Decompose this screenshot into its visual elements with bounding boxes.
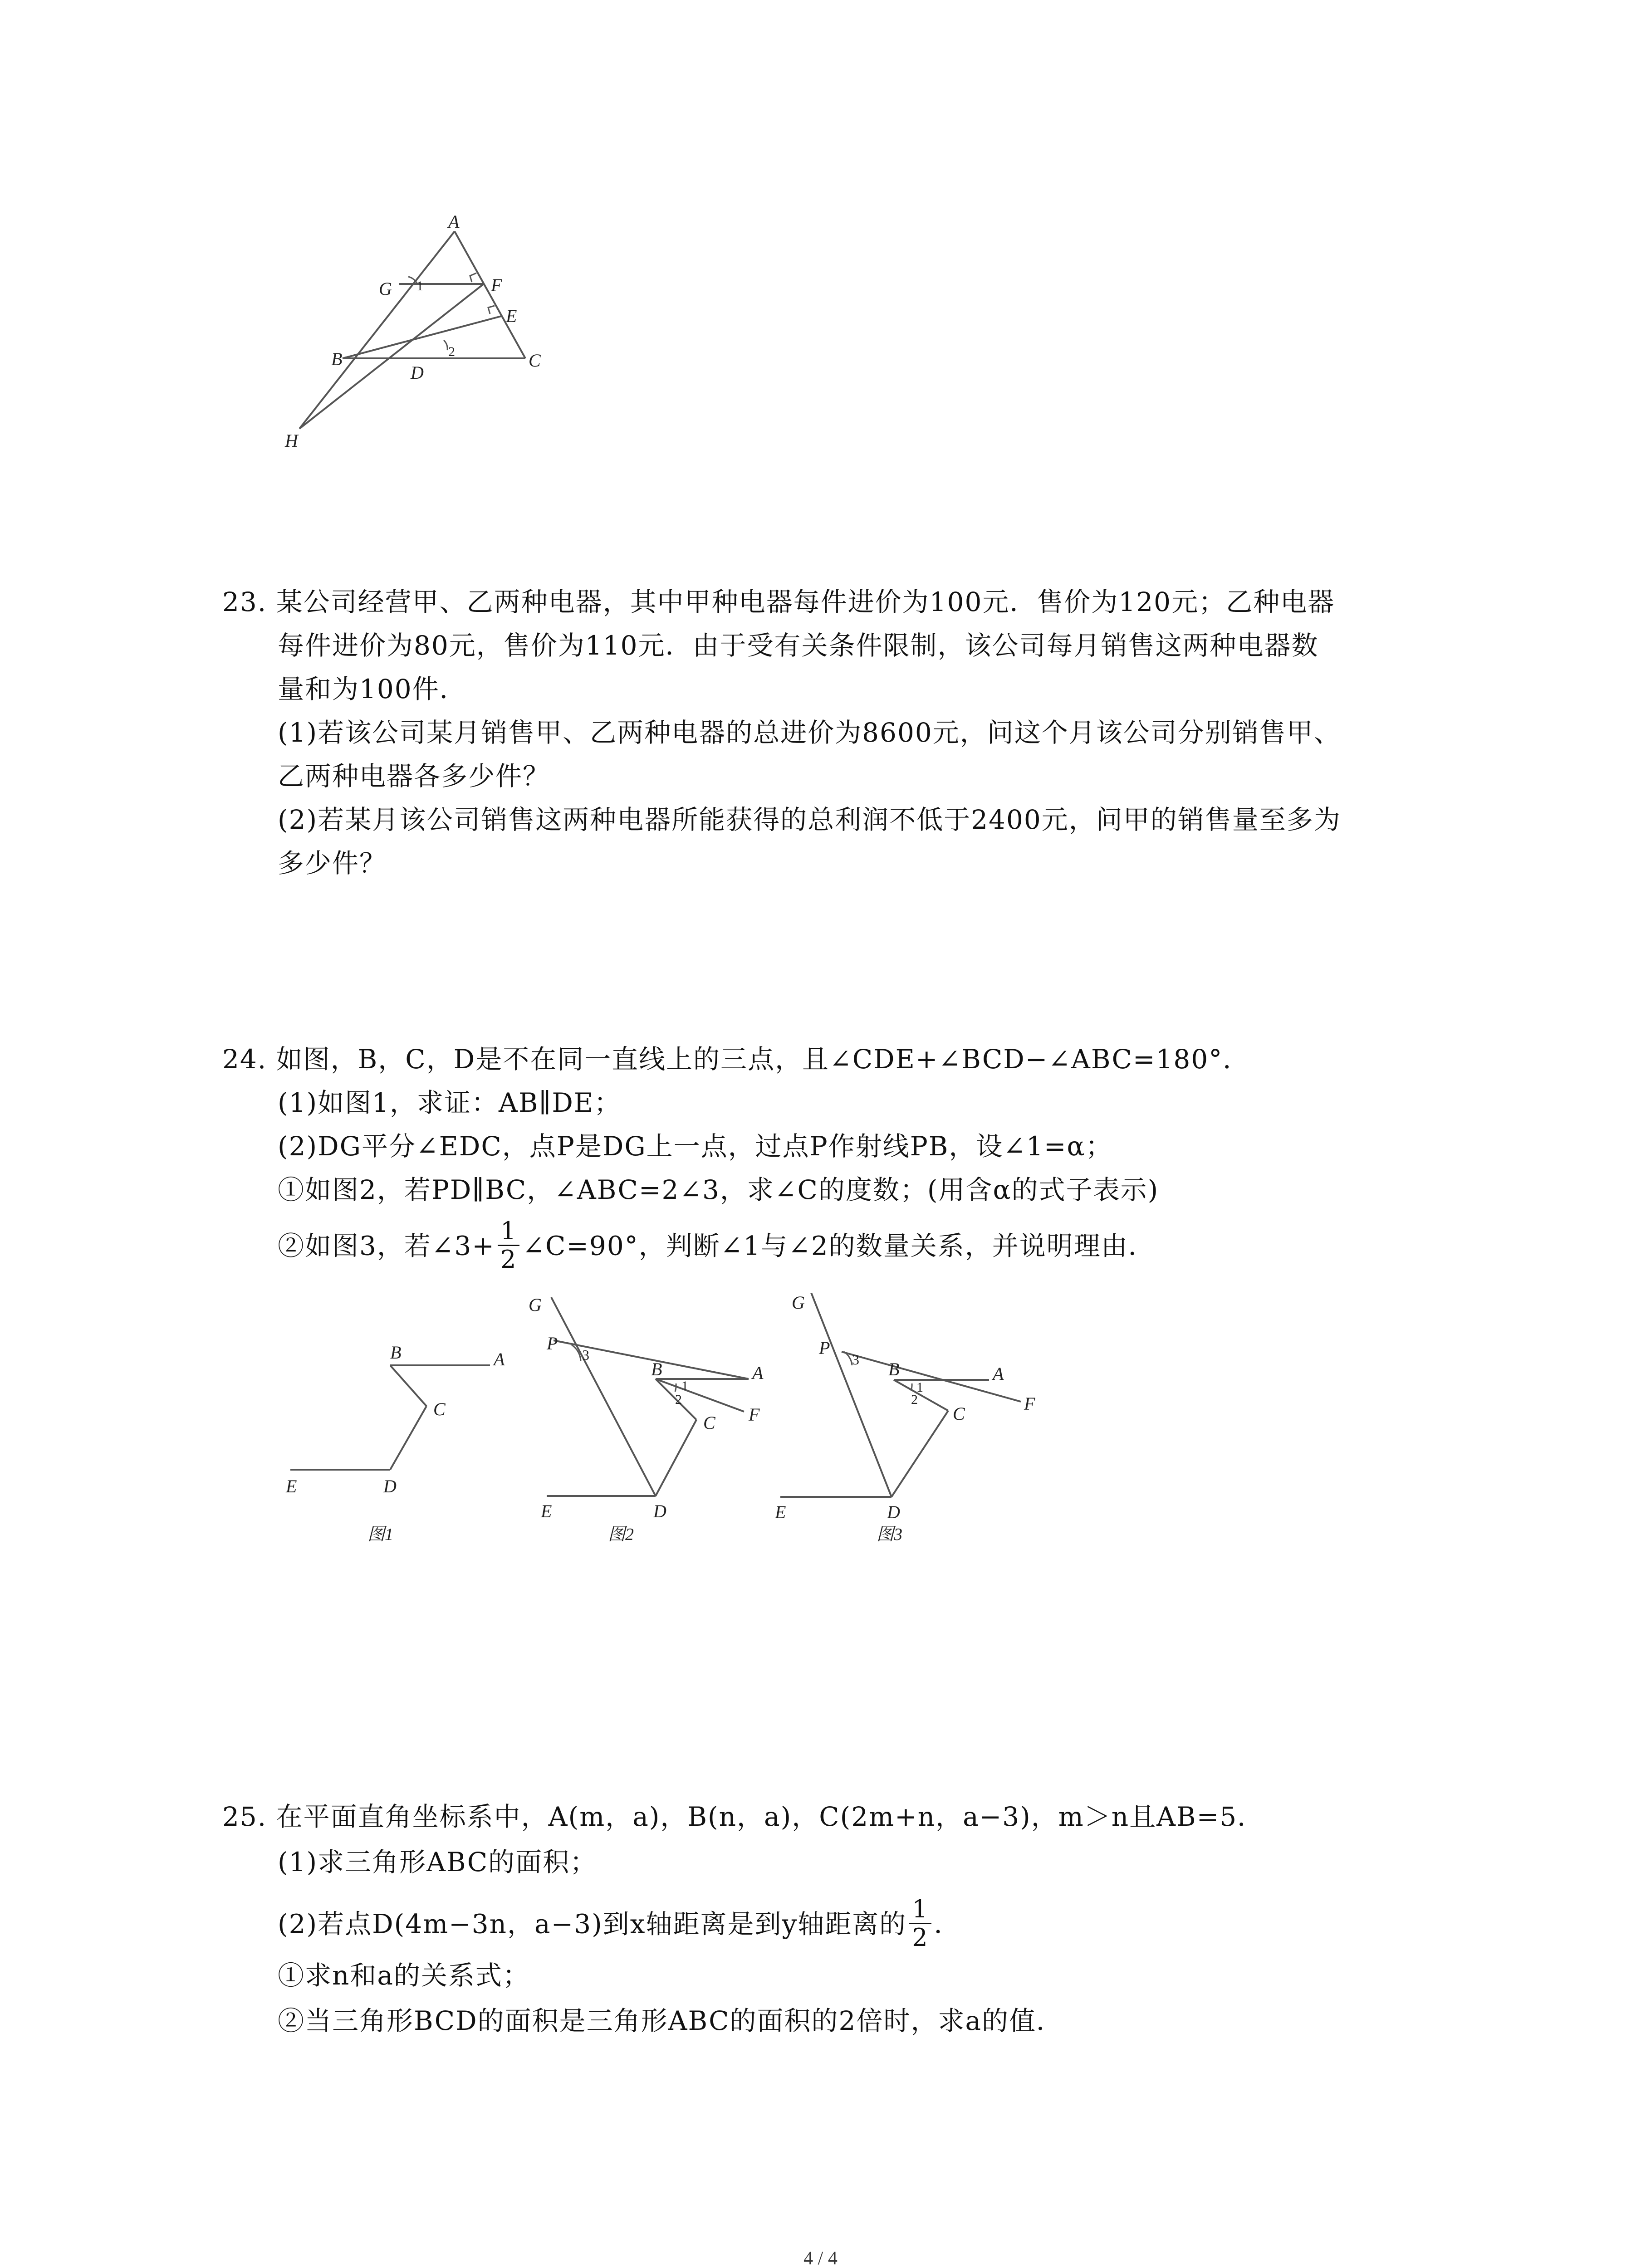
q24-line-1: 24. 如图，B，C，D是不在同一直线上的三点，且∠CDE+∠BCD−∠ABC=180°． <box>222 1044 1250 1075</box>
q22-label-a: A <box>448 211 460 232</box>
q22-figure <box>254 209 572 463</box>
q22-label-c: C <box>529 350 541 371</box>
fig3-label-f: F <box>1024 1393 1035 1414</box>
q24-part-2-2-b: ∠C=90°，判断∠1与∠2的数量关系，并说明理由． <box>522 1230 1156 1261</box>
fig3-label-p: P <box>819 1338 830 1358</box>
q22-label-d: D <box>411 362 424 383</box>
fig3-angle-3: 3 <box>852 1351 859 1368</box>
q24-fraction <box>498 1217 519 1273</box>
fig2-label-c: C <box>703 1413 715 1433</box>
q24-part-2-2 <box>278 1217 1156 1276</box>
q23-part-2: (2)若某月该公司销售这两种电器所能获得的总利润不低于2400元，问甲的销售量至多为 <box>278 804 1341 835</box>
fig2-caption: 图2 <box>608 1525 634 1544</box>
fig1-label-c: C <box>433 1399 446 1419</box>
q25-fraction-numerator: 1 <box>909 1896 931 1924</box>
fig2-label-a: A <box>752 1363 764 1383</box>
q25-fraction <box>909 1896 931 1951</box>
q22-angle-1: 1 <box>416 279 423 293</box>
q25-part-2-b: ． <box>934 1908 961 1940</box>
q23-part-1-cont: 乙两种电器各多少件？ <box>278 761 550 792</box>
q22-label-e: E <box>506 306 517 326</box>
fig1-label-d: D <box>383 1476 397 1496</box>
fig3-label-d: D <box>887 1502 900 1522</box>
fig2-label-b: B <box>651 1359 662 1379</box>
q25-line-1: 25. 在平面直角坐标系中，A(m，a)，B(n，a)，C(2m+n，a−3)，m＞n且AB=5． <box>222 1801 1265 1832</box>
q23-line-3: 量和为100件． <box>278 674 467 704</box>
fig1-label-b: B <box>390 1342 402 1363</box>
q25-part-1: (1)求三角形ABC的面积； <box>278 1847 598 1877</box>
q24-fraction-denominator: 2 <box>500 1245 517 1274</box>
q24-fraction-numerator: 1 <box>498 1217 519 1246</box>
fig3-caption: 图3 <box>877 1525 903 1544</box>
fig1-caption: 图1 <box>367 1525 394 1544</box>
fig2-label-f: F <box>749 1404 760 1425</box>
q25-part-2-a: (2)若点D(4m−3n，a−3)到x轴距离是到y轴距离的 <box>278 1908 907 1940</box>
q24-figures <box>254 1293 1080 1574</box>
fig3-label-c: C <box>953 1403 965 1424</box>
fig2-label-d: D <box>653 1501 666 1521</box>
q22-label-b: B <box>331 349 343 369</box>
q25-part-2-1: ①求n和a的关系式； <box>278 1960 530 1991</box>
q22-diagram <box>254 209 572 463</box>
fig3-label-e: E <box>775 1502 786 1522</box>
q22-label-f: F <box>491 275 502 295</box>
fig3-label-a: A <box>993 1364 1004 1384</box>
q23-line-1: 23. 某公司经营甲、乙两种电器，其中甲种电器每件进价为100元．售价为120元；乙种电器 <box>222 587 1335 617</box>
q23-line-2: 每件进价为80元，售价为110元．由于受有关条件限制，该公司每月销售这两种电器数 <box>278 630 1319 661</box>
q23-part-2-cont: 多少件？ <box>278 848 387 879</box>
fig2-angle-2: 2 <box>675 1392 682 1407</box>
q25-fraction-denominator: 2 <box>912 1923 929 1952</box>
q24-part-2: (2)DG平分∠EDC，点P是DG上一点，过点P作射线PB，设∠1=α； <box>278 1131 1113 1162</box>
q24-part-2-1: ①如图2，若PD∥BC，∠ABC=2∠3，求∠C的度数；(用含α的式子表示) <box>278 1174 1159 1205</box>
fig2-label-g: G <box>529 1295 542 1315</box>
q22-label-g: G <box>379 279 392 299</box>
fig2-label-p: P <box>547 1333 558 1354</box>
q24-diagrams <box>254 1293 1080 1574</box>
fig1-label-a: A <box>494 1349 505 1369</box>
q24-part-2-2-a: ②如图3，若∠3+ <box>278 1230 495 1261</box>
fig2-angle-3: 3 <box>582 1347 589 1363</box>
q23-part-1: (1)若该公司某月销售甲、乙两种电器的总进价为8600元，问这个月该公司分别销售甲、 <box>278 717 1341 748</box>
page-number: 4 / 4 <box>803 2248 838 2268</box>
q25-part-2-2: ②当三角形BCD的面积是三角形ABC的面积的2倍时，求a的值． <box>278 2005 1064 2036</box>
fig1-label-e: E <box>286 1476 297 1496</box>
q22-label-h: H <box>285 430 298 451</box>
fig2-label-e: E <box>541 1501 552 1521</box>
fig3-angle-1: 1 <box>916 1380 923 1395</box>
q24-part-1: (1)如图1，求证：AB∥DE； <box>278 1087 622 1118</box>
fig2-angle-1: 1 <box>681 1378 688 1393</box>
q22-angle-2: 2 <box>448 344 455 359</box>
fig3-label-g: G <box>792 1293 805 1313</box>
fig3-angle-2: 2 <box>911 1392 918 1407</box>
fig3-label-b: B <box>888 1359 900 1379</box>
q25-part-2 <box>278 1895 961 1954</box>
